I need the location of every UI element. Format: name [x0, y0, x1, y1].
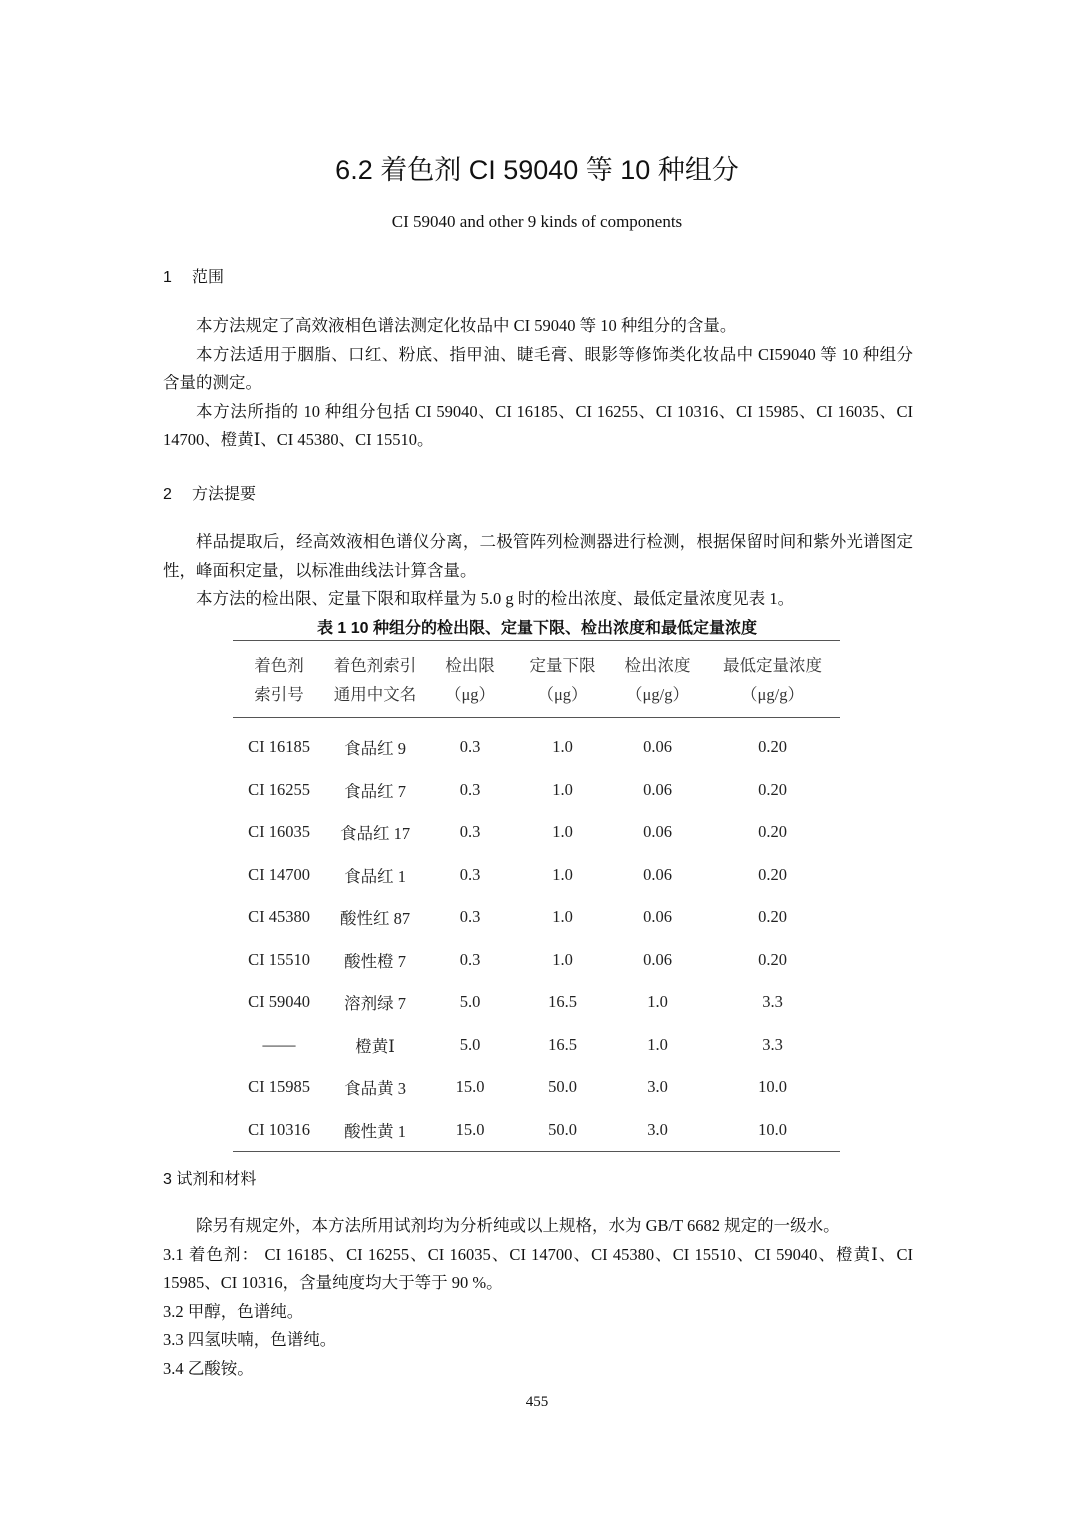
cell-common-name: 溶剂绿 7: [344, 994, 406, 1014]
cell-detection-limit: 15.0: [425, 1109, 515, 1152]
cell-detection-concentration: 0.06: [643, 737, 672, 757]
header-common-name: 着色剂索引 通用中文名: [325, 641, 425, 718]
cell-ci-index: CI 16185: [248, 737, 310, 757]
cell-min-quant-concentration: 3.3: [762, 992, 783, 1012]
cell-detection-concentration: 1.0: [647, 1034, 668, 1054]
cell-ci-index: CI 45380: [248, 907, 310, 927]
paragraph: 除另有规定外，本方法所用试剂均为分析纯或以上规格，水为 GB/T 6682 规定的一级水。: [196, 1216, 840, 1235]
cell-ci-index: CI 15510: [248, 949, 310, 969]
cell-min-quant-concentration: 3.3: [762, 1034, 783, 1054]
section-1-heading: [163, 264, 224, 287]
table-row: [233, 769, 840, 812]
section-1-body: [163, 312, 913, 455]
header-detection-limit: 检出限 （μg）: [425, 641, 515, 718]
cell-detection-concentration: 0.06: [643, 949, 672, 969]
cell-quantitation-limit: 1.0: [552, 864, 573, 884]
cell-quantitation-limit: 1.0: [552, 907, 573, 927]
paragraph: 本方法所指的 10 种组分包括 CI 59040、CI 16185、CI 16255、CI 10316、CI 15985、CI 16035、CI 14700、橙黄Ⅰ、CI 45380、CI 15510。: [163, 401, 913, 449]
cell-detection-limit: 5.0: [459, 992, 481, 1012]
cell-min-quant-concentration: 0.20: [758, 949, 787, 969]
list-item: 3.3 四氢呋喃，色谱纯。: [163, 1330, 337, 1349]
table-row: [233, 939, 840, 982]
cell-common-name: 食品红 17: [339, 824, 411, 844]
list-item: 3.1 着色剂： CI 16185、CI 16255、CI 16035、CI 14700、CI 45380、CI 15510、CI 59040、橙黄Ⅰ、CI 15985、CI 10316，含量纯度均大于等于 90 %。: [163, 1244, 913, 1292]
cell-common-name: 酸性黄 1: [325, 1109, 425, 1152]
cell-detection-limit: 0.3: [459, 864, 481, 884]
header-quantitation-limit: 定量下限 （μg）: [515, 641, 610, 718]
cell-detection-limit: 5.0: [459, 1034, 481, 1054]
cell-detection-concentration: 1.0: [647, 992, 668, 1012]
section-number: 1: [163, 269, 172, 286]
list-item: 3.4 乙酸铵。: [163, 1358, 254, 1378]
cell-detection-concentration: 0.06: [643, 907, 672, 927]
cell-ci-index: CI 15985: [248, 1077, 310, 1097]
cell-common-name: 食品红 9: [344, 739, 406, 759]
cell-quantitation-limit: 16.5: [548, 992, 577, 1012]
cell-ci-index: CI 16035: [248, 822, 310, 842]
cell-quantitation-limit: 1.0: [552, 822, 573, 842]
page-title: 6.2 着色剂 CI 59040 等 10 种组分: [335, 155, 739, 185]
section-title: 范围: [192, 269, 225, 286]
cell-min-quant-concentration: 10.0: [705, 1109, 840, 1152]
cell-detection-limit: 0.3: [459, 822, 481, 842]
cell-min-quant-concentration: 0.20: [758, 907, 787, 927]
cell-detection-concentration: 0.06: [643, 779, 672, 799]
header-ci-index: 着色剂 索引号: [233, 641, 325, 718]
cell-detection-limit: 0.3: [459, 779, 481, 799]
cell-min-quant-concentration: 0.20: [758, 737, 787, 757]
cell-min-quant-concentration: 0.20: [758, 779, 787, 799]
cell-ci-index: CI 16255: [248, 779, 310, 799]
cell-common-name: 食品红 7: [344, 781, 406, 801]
page-subtitle: CI 59040 and other 9 kinds of components: [391, 212, 683, 231]
detection-limits-table: [233, 640, 840, 1152]
cell-quantitation-limit: 1.0: [552, 949, 573, 969]
cell-ci-index: ——: [262, 1034, 296, 1054]
cell-detection-limit: 0.3: [459, 949, 481, 969]
table-row: [233, 854, 840, 897]
cell-min-quant-concentration: 10.0: [758, 1077, 787, 1097]
cell-common-name: 橙黄Ⅰ: [355, 1036, 395, 1056]
cell-detection-limit: 15.0: [455, 1077, 485, 1097]
cell-quantitation-limit: 16.5: [548, 1034, 577, 1054]
cell-min-quant-concentration: 0.20: [758, 864, 787, 884]
cell-detection-concentration: 0.06: [643, 822, 672, 842]
cell-detection-limit: 0.3: [459, 907, 481, 927]
paragraph: 样品提取后，经高效液相色谱仪分离，二极管阵列检测器进行检测，根据保留时间和紫外光谱图定性，峰面积定量，以标准曲线法计算含量。: [163, 532, 913, 580]
table-header-row: [233, 641, 840, 718]
page-number: 455: [525, 1394, 549, 1410]
table-row: [233, 1109, 840, 1152]
cell-min-quant-concentration: 0.20: [758, 822, 787, 842]
cell-ci-index: CI 14700: [248, 864, 310, 884]
paragraph: 本方法的检出限、定量下限和取样量为 5.0 g 时的检出浓度、最低定量浓度见表 1。: [196, 589, 795, 608]
section-3-body: [163, 1212, 913, 1383]
cell-common-name: 酸性橙 7: [344, 951, 406, 971]
table-row: [233, 1066, 840, 1109]
table-row: [233, 981, 840, 1024]
table-row: [233, 811, 840, 854]
section-2-heading: [163, 481, 256, 504]
table-caption: 表 1 10 种组分的检出限、定量下限、检出浓度和最低定量浓度: [316, 620, 758, 637]
list-item: 3.2 甲醇，色谱纯。: [163, 1301, 304, 1321]
cell-common-name: 食品红 1: [344, 866, 406, 886]
section-2-body: [163, 528, 913, 614]
cell-quantitation-limit: 50.0: [548, 1077, 577, 1097]
cell-common-name: 酸性红 87: [339, 909, 411, 929]
table-row: [233, 896, 840, 939]
paragraph: 本方法适用于胭脂、口红、粉底、指甲油、睫毛膏、眼影等修饰类化妆品中 CI59040 等 10 种组分含量的测定。: [163, 344, 913, 392]
header-min-quant-concentration: 最低定量浓度 （μg/g）: [705, 641, 840, 718]
table-row: [233, 1024, 840, 1067]
section-title: 方法提要: [192, 486, 257, 503]
cell-common-name: 食品黄 3: [344, 1079, 406, 1099]
paragraph: 本方法规定了高效液相色谱法测定化妆品中 CI 59040 等 10 种组分的含量。: [196, 316, 737, 335]
cell-detection-concentration: 0.06: [643, 864, 672, 884]
cell-ci-index: CI 10316: [233, 1109, 325, 1152]
cell-detection-concentration: 3.0: [647, 1077, 668, 1097]
header-detection-concentration: 检出浓度 （μg/g）: [610, 641, 705, 718]
cell-ci-index: CI 59040: [248, 992, 310, 1012]
cell-quantitation-limit: 1.0: [552, 737, 573, 757]
table-row: [233, 718, 840, 769]
cell-quantitation-limit: 1.0: [552, 779, 573, 799]
section-3-heading: 3 试剂和材料: [163, 1171, 257, 1188]
cell-quantitation-limit: 50.0: [515, 1109, 610, 1152]
cell-detection-limit: 0.3: [459, 737, 481, 757]
cell-detection-concentration: 3.0: [610, 1109, 705, 1152]
section-number: 2: [163, 486, 172, 503]
